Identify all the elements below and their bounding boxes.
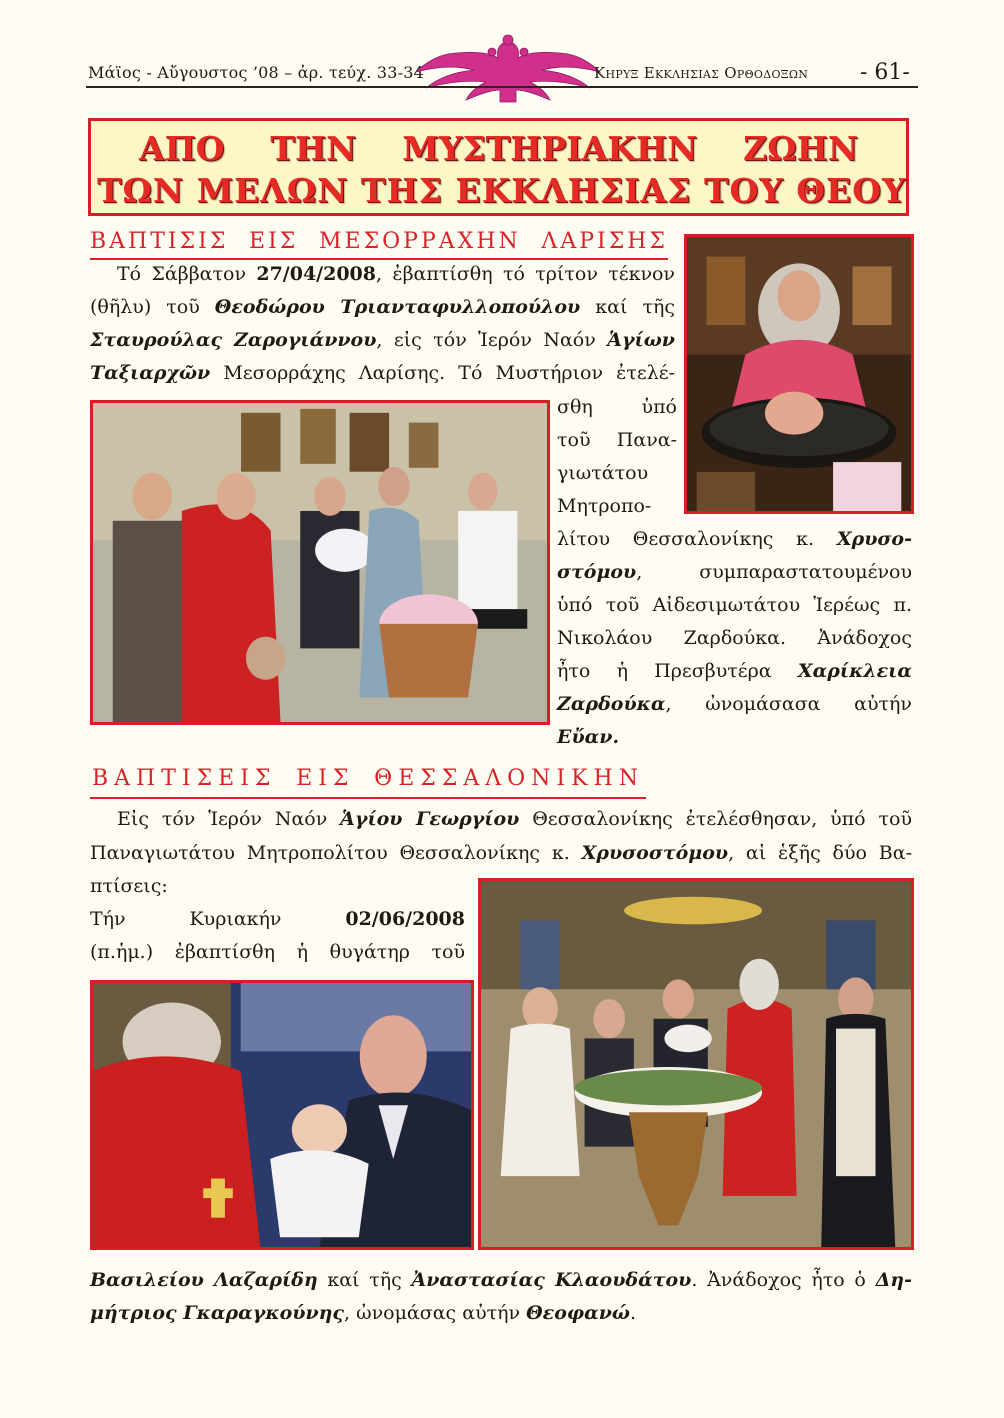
church-name-thessaloniki: Ἁγίου Γεωργίου bbox=[340, 808, 520, 830]
photo-thessaloniki-church bbox=[478, 878, 914, 1250]
father-name: Θεοδώρου Τριανταφυλλοπούλου bbox=[214, 296, 581, 318]
photo-thessaloniki-infant bbox=[90, 980, 474, 1250]
photo-larisa-group bbox=[90, 400, 550, 725]
header-rule bbox=[86, 86, 918, 88]
text-line: Βασιλείου Λαζαρίδη καί τῆς Ἀναστασίας Κλαουδάτου. Ἀνάδοχος ἦτο ὁ Δη- bbox=[90, 1269, 913, 1291]
child-name-2: Θεοφανώ bbox=[526, 1302, 630, 1324]
photo-thessaloniki-infant-image bbox=[93, 983, 471, 1247]
mother-name-2: Ἀναστασίας Κλαουδάτου bbox=[411, 1269, 692, 1291]
text-line: ἦτο ἡ Πρεσβυτέρα Χαρίκλεια bbox=[557, 660, 912, 682]
text-line: ὑπό τοῦ Αἰδεσιμωτάτου Ἱερέως π. bbox=[557, 594, 912, 616]
metropolitan-name: Χρυσοστόμου bbox=[581, 842, 729, 864]
text-line: μήτριος Γκαραγκούνης, ὠνομάσας αὐτήν Θεοφανώ. bbox=[90, 1302, 637, 1324]
double-headed-eagle-icon bbox=[408, 32, 608, 108]
publication-name: Κηρυξ Εκκλησιας Ορθοδοξων bbox=[594, 64, 809, 82]
godfather-name: μήτριος Γκαραγκούνης bbox=[90, 1302, 345, 1324]
text-line: γιωτάτου bbox=[557, 462, 649, 484]
text-line: Μητροπο- bbox=[557, 495, 652, 517]
text-line: σθη ὑπό bbox=[557, 396, 677, 418]
text-line: Εἰς τόν Ἱερόν Ναόν Ἁγίου Γεωργίου Θεσσαλονίκης ἐτελέσθησαν, ὑπό τοῦ bbox=[117, 808, 912, 830]
text-line bbox=[557, 721, 619, 754]
section-underline-thessaloniki bbox=[90, 797, 646, 799]
photo-larisa-group-image bbox=[93, 403, 547, 722]
church-name: Ταξιαρχῶν bbox=[90, 362, 211, 384]
text-line: πτίσεις: bbox=[90, 875, 168, 897]
baptism-date: 27/04/2008 bbox=[256, 263, 376, 285]
text-line: (θῆλυ) τοῦ Θεοδώρου Τριανταφυλλοπούλου καί τῆς bbox=[90, 296, 675, 318]
father-name-2: Βασιλείου Λαζαρίδη bbox=[90, 1269, 318, 1291]
section-heading-thessaloniki: ΒΑΠΤΙΣΕΙΣ ΕΙΣ ΘΕΣΣΑΛΟΝΙΚΗΝ bbox=[92, 766, 644, 791]
godmother-name: Χαρίκλεια bbox=[797, 660, 912, 682]
photo-thessaloniki-church-image bbox=[481, 881, 911, 1247]
text-line: Τήν Κυριακήν 02/06/2008 bbox=[90, 908, 465, 930]
text-line: Ταξιαρχῶν Μεσορράχης Λαρίσης. Τό Μυστήριον ἐτελέ- bbox=[90, 362, 675, 384]
issue-info: Μάϊος - Αὔγουστος ’08 – ἀρ. τεύχ. 33-34 bbox=[88, 63, 424, 82]
baptism-date-2: 02/06/2008 bbox=[345, 908, 465, 930]
page-title-box bbox=[88, 118, 909, 216]
page-number: - 61- bbox=[860, 60, 910, 85]
text-line: Νικολάου Ζαρδούκα. Ἀνάδοχος bbox=[557, 627, 912, 649]
text-line: Σταυρούλας Ζαρογιάννου, εἰς τόν Ἱερόν Ναόν Ἁγίων bbox=[90, 329, 675, 351]
mother-name: Σταυρούλας Ζαρογιάννου bbox=[90, 329, 377, 351]
section-heading-larisa: ΒΑΠΤΙΣΙΣ ΕΙΣ ΜΕΣΟΡΡΑΧΗΝ ΛΑΡΙΣΗΣ bbox=[90, 229, 668, 254]
page-title-line-1: ΑΠΟ ΤΗΝ ΜΥΣΤΗΡΙΑΚΗΝ ΖΩΗΝ bbox=[139, 129, 858, 168]
text-line: (π.ἡμ.) ἐβαπτίσθη ἡ θυγάτηρ τοῦ bbox=[90, 941, 465, 963]
text-line: στόμου, συμπαραστατουμένου bbox=[557, 561, 912, 583]
page-title-line-2: ΤΩΝ ΜΕΛΩΝ ΤΗΣ ΕΚΚΛΗΣΙΑΣ ΤΟΥ ΘΕΟΥ bbox=[97, 171, 907, 210]
photo-immersion bbox=[684, 234, 914, 514]
text-line: Ζαρδούκα, ὠνομάσασα αὐτήν bbox=[557, 693, 912, 715]
text-line: Παναγιωτάτου Μητροπολίτου Θεσσαλονίκης κ. Χρυσοστόμου, αἱ ἑξῆς δύο Βα- bbox=[90, 842, 912, 864]
text-line: τοῦ Πανα- bbox=[557, 429, 677, 451]
text-line: λίτου Θεσσαλονίκης κ. Χρυσο- bbox=[557, 528, 912, 550]
text-line: Τό Σάββατον 27/04/2008, ἐβαπτίσθη τό τρίτον τέκνον bbox=[117, 263, 675, 285]
child-name: Εὔαν. bbox=[557, 726, 620, 748]
photo-immersion-image bbox=[687, 237, 911, 511]
